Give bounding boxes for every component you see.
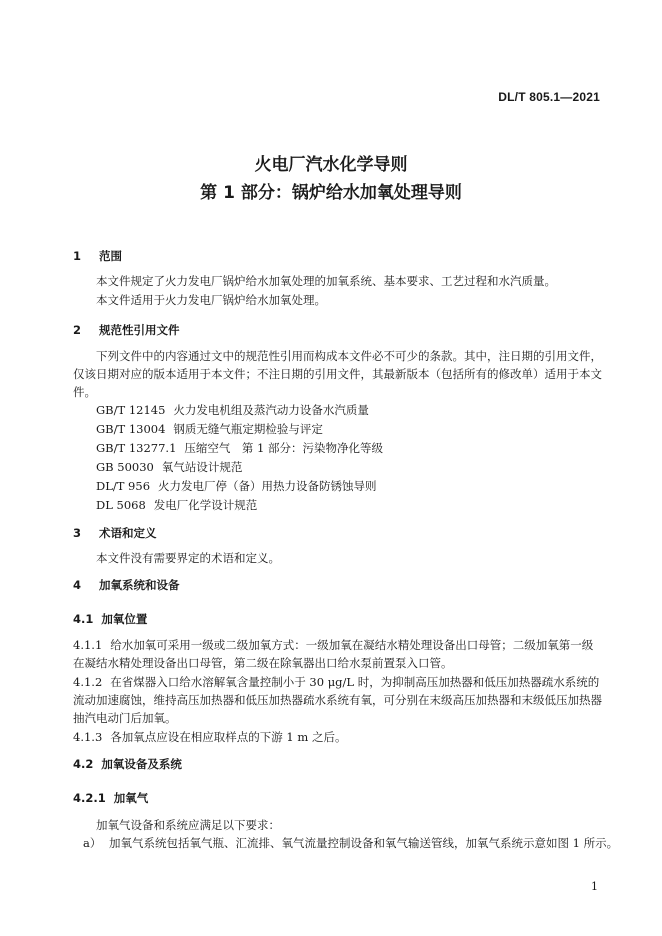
section-1-para-1: 本文件规定了火力发电厂锅炉给水加氧处理的加氧系统、基本要求、工艺过程和水汽质量。 (96, 274, 556, 288)
section-3-para-1: 本文件没有需要界定的术语和定义。 (96, 551, 280, 565)
clause-text: 给水加氧可采用一级或二级加氧方式：一级加氧在凝结水精处理设备出口母管；二级加氧第一级在凝结水精处理设备出口母管，第二级在除氧器出口给水泵前置泵入口管。 (73, 638, 594, 670)
section-title: 加氧系统和设备 (99, 578, 180, 592)
section-1-heading (73, 248, 122, 264)
reference-item: GB/T 13004 钢质无缝气瓶定期检验与评定 (96, 422, 323, 436)
clause-4-1-3 (73, 728, 603, 746)
section-number: 4.2.1 (73, 791, 106, 805)
section-4-2-1-heading (73, 790, 148, 806)
document-title-line1: 火电厂汽水化学导则 (254, 155, 408, 175)
section-4-heading (73, 577, 180, 593)
section-4-2-heading (73, 756, 182, 772)
list-item-text: 加氧气系统包括氧气瓶、汇流排、氧气流量控制设备和氧气输送管线，加氧气系统示意如图 1 所示。 (109, 836, 619, 850)
page-number: 1 (591, 880, 598, 893)
section-2-heading (73, 322, 180, 338)
reference-item: GB/T 12145 火力发电机组及蒸汽动力设备水汽质量 (96, 403, 369, 417)
document-code: DL/T 805.1—2021 (498, 90, 600, 104)
section-3-heading (73, 525, 157, 541)
clause-number: 4.1.1 (73, 638, 103, 652)
clause-number: 4.1.2 (73, 675, 103, 689)
reference-item: GB/T 13277.1 压缩空气 第 1 部分：污染物净化等级 (96, 441, 384, 455)
reference-item: GB 50030 氧气站设计规范 (96, 460, 243, 474)
section-2-para-1: 下列文件中的内容通过文中的规范性引用而构成本文件必不可少的条款。其中，注日期的引用文件，仅该日期对应的版本适用于本文件；不注日期的引用文件，其最新版本（包括所有的修改单）适用于本文件。 (73, 349, 602, 399)
section-1-para-2: 本文件适用于火力发电厂锅炉给水加氧处理。 (96, 293, 326, 307)
section-4-2-1-para-1: 加氧气设备和系统应满足以下要求： (96, 818, 280, 832)
section-4-1-heading (73, 611, 147, 627)
reference-item: DL/T 956 火力发电厂停（备）用热力设备防锈蚀导则 (96, 479, 377, 493)
section-number: 1 (73, 249, 82, 263)
clause-4-1-1 (73, 636, 603, 672)
section-number: 4.2 (73, 757, 94, 771)
clause-4-1-2 (73, 673, 603, 727)
section-title: 范围 (99, 249, 122, 263)
list-item-label: a） (83, 836, 102, 850)
clause-text: 各加氧点应设在相应取样点的下游 1 m 之后。 (110, 730, 347, 744)
section-title: 加氧气 (113, 791, 149, 805)
section-title: 加氧设备及系统 (101, 757, 182, 771)
reference-item: DL 5068 发电厂化学设计规范 (96, 498, 258, 512)
section-title: 加氧位置 (101, 612, 148, 626)
section-number: 3 (73, 526, 82, 540)
section-number: 4 (73, 578, 82, 592)
document-title-line2: 第 1 部分：锅炉给水加氧处理导则 (200, 183, 462, 203)
clause-number: 4.1.3 (73, 730, 103, 744)
section-number: 4.1 (73, 612, 94, 626)
clause-text: 在省煤器入口给水溶解氧含量控制小于 30 μg/L 时，为抑制高压加热器和低压加热器疏水系统的流动加速腐蚀，维持高压加热器和低压加热器疏水系统有氧，可分别在末级高压加热器和末级低压加热器抽汽电动门后加氧。 (73, 675, 602, 725)
list-item-a (83, 834, 629, 852)
section-title: 术语和定义 (99, 526, 157, 540)
section-number: 2 (73, 323, 82, 337)
section-title: 规范性引用文件 (99, 323, 180, 337)
